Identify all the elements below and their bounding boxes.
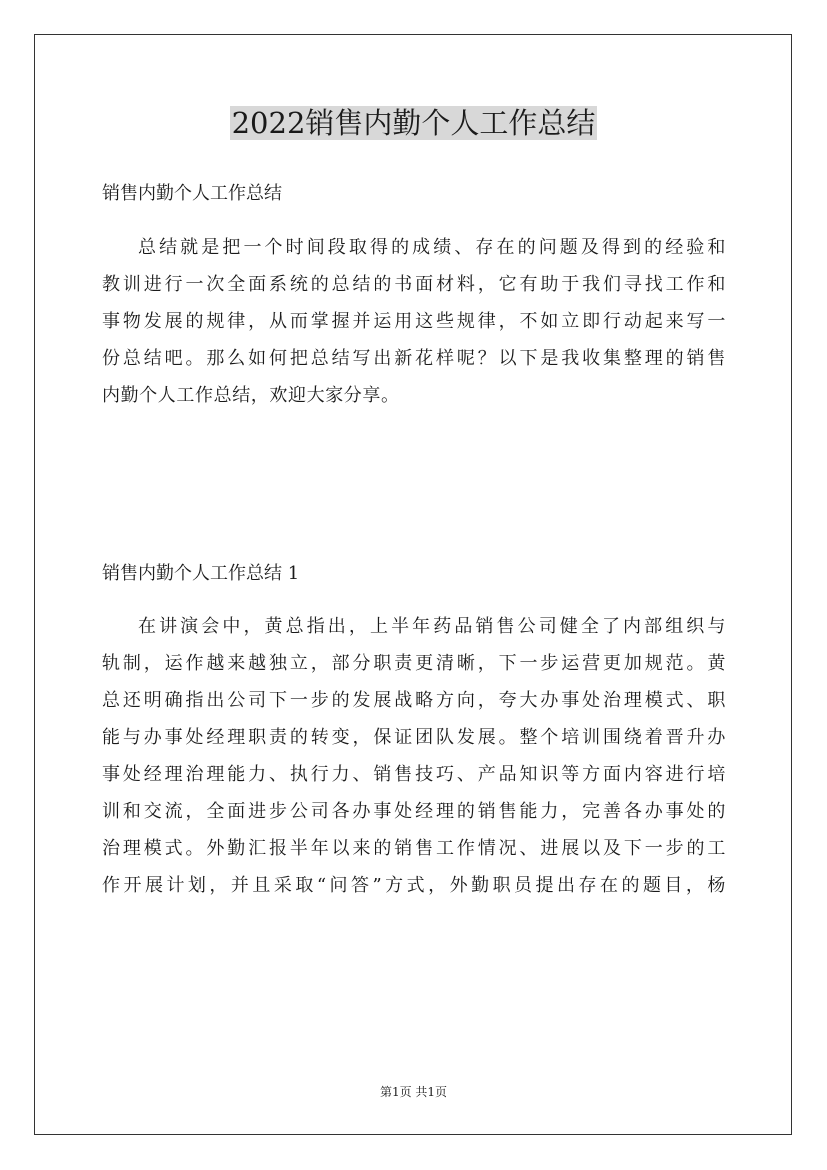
intro-line: 事物发展的规律，从而掌握并运用这些规律，不如立即行动起来写一 — [102, 311, 726, 332]
subtitle-heading: 销售内勤个人工作总结 — [102, 183, 282, 204]
section-1-heading: 销售内勤个人工作总结 1 — [102, 563, 300, 584]
section-1-line: 轨制，运作越来越独立，部分职责更清晰，下一步运营更加规范。黄 — [102, 653, 726, 674]
document-title-text: 2022销售内勤个人工作总结 — [231, 106, 596, 140]
section-1-paragraph — [102, 608, 726, 904]
intro-paragraph — [102, 229, 726, 414]
section-1-line: 能与办事处经理职责的转变，保证团队发展。整个培训围绕着晋升办 — [102, 727, 726, 748]
intro-line: 教训进行一次全面系统的总结的书面材料，它有助于我们寻找工作和 — [102, 274, 726, 295]
section-1-line: 总还明确指出公司下一步的发展战略方向，夸大办事处治理模式、职 — [102, 690, 726, 711]
intro-line: 总结就是把一个时间段取得的成绩、存在的问题及得到的经验和 — [138, 237, 726, 258]
section-1-line: 训和交流，全面进步公司各办事处经理的销售能力，完善各办事处的 — [102, 801, 726, 822]
section-1-line: 治理模式。外勤汇报半年以来的销售工作情况、进展以及下一步的工 — [102, 838, 726, 859]
intro-line: 份总结吧。那么如何把总结写出新花样呢？以下是我收集整理的销售 — [102, 348, 726, 369]
section-1-line: 在讲演会中，黄总指出，上半年药品销售公司健全了内部组织与 — [138, 616, 726, 637]
intro-line: 内勤个人工作总结，欢迎大家分享。 — [102, 385, 400, 406]
section-1-line: 事处经理治理能力、执行力、销售技巧、产品知识等方面内容进行培 — [102, 764, 726, 785]
document-title — [0, 104, 827, 142]
page-footer: 第1页 共1页 — [379, 1085, 448, 1099]
section-1-line: 作开展计划，并且采取“问答”方式，外勤职员提出存在的题目，杨 — [102, 875, 726, 896]
